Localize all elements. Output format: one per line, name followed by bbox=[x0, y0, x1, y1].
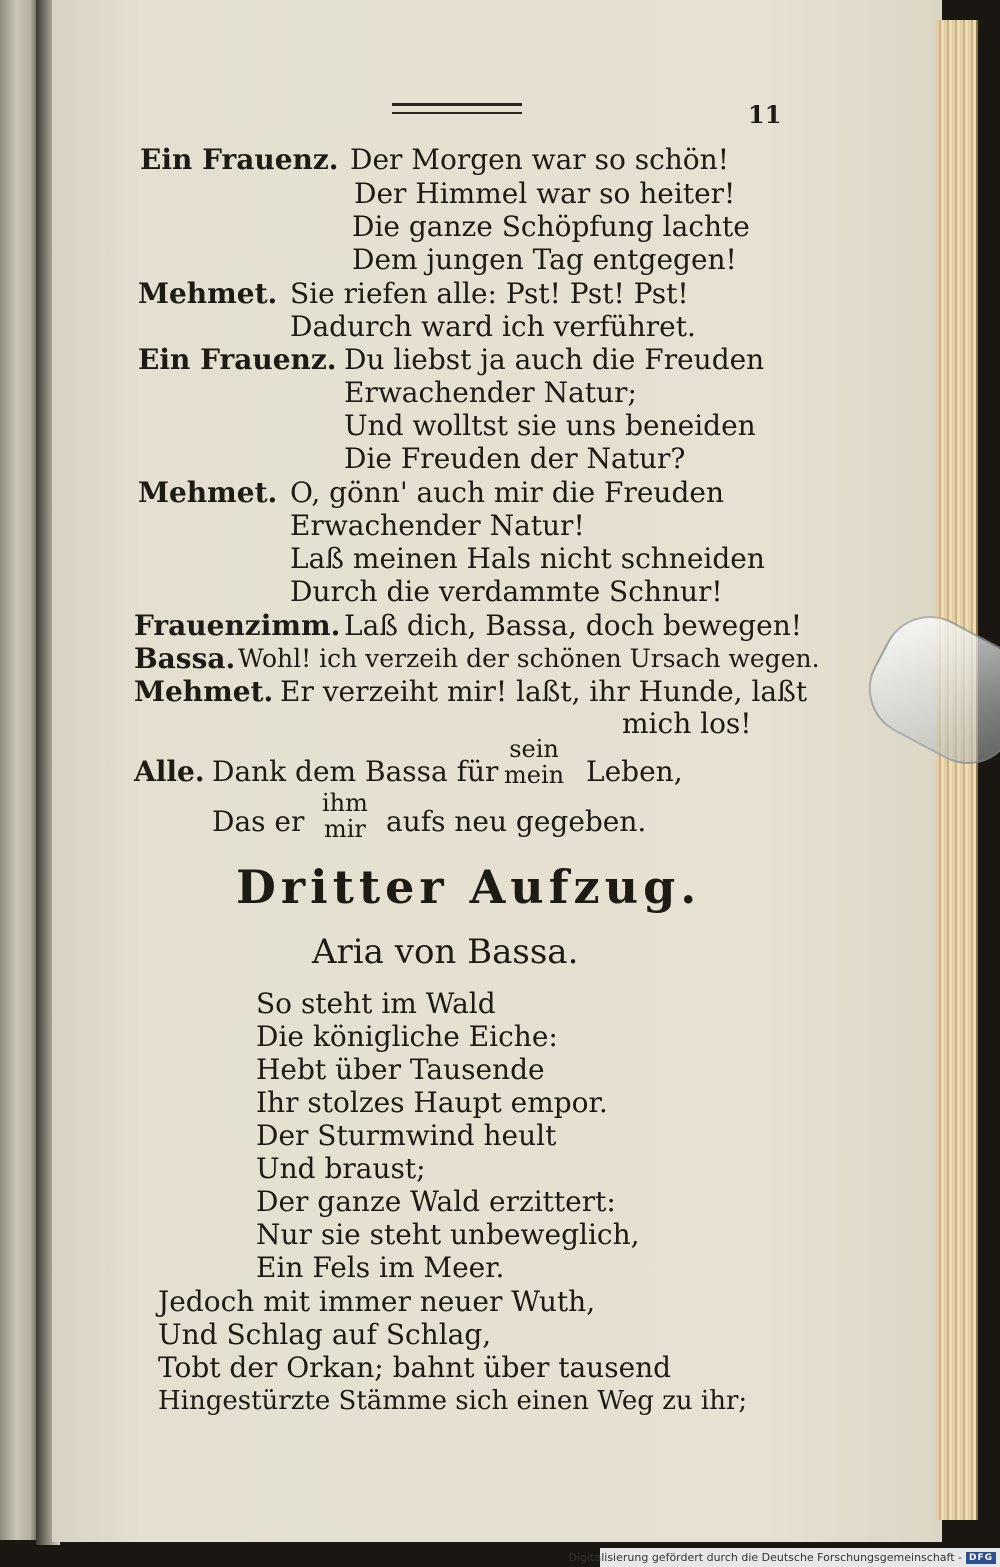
digitization-credit-bar bbox=[568, 1548, 1000, 1567]
verse-line: Und braust; bbox=[256, 1152, 426, 1185]
dialogue-text: Sie riefen alle: Pst! Pst! Pst! bbox=[290, 277, 689, 310]
dialogue-text: Durch die verdammte Schnur! bbox=[290, 575, 723, 608]
verse-line: Ihr stolzes Haupt empor. bbox=[256, 1086, 608, 1119]
speaker-name: Frauenzimm. bbox=[134, 609, 341, 642]
speaker-name: Ein Frauenz. bbox=[138, 343, 337, 376]
dialogue-text: Laß meinen Hals nicht schneiden bbox=[290, 542, 765, 575]
header-rule bbox=[392, 103, 522, 114]
verse-line: Hingestürzte Stämme sich einen Weg zu ihr; bbox=[158, 1386, 748, 1416]
stacked-word-bottom: mir bbox=[323, 815, 366, 843]
dialogue-text: Der Himmel war so heiter! bbox=[354, 177, 736, 210]
dialogue-text: Erwachender Natur! bbox=[290, 509, 585, 542]
stacked-word-top: ihm bbox=[322, 789, 368, 817]
verse-line: Und Schlag auf Schlag, bbox=[158, 1318, 492, 1351]
speaker-name: Bassa. bbox=[134, 642, 236, 675]
dialogue-line bbox=[140, 144, 339, 176]
dialogue-line bbox=[138, 477, 277, 509]
dialogue-line bbox=[134, 643, 235, 675]
left-page-edge bbox=[0, 0, 40, 1540]
stacked-word-top: sein bbox=[509, 735, 559, 763]
stacked-word-pair bbox=[504, 736, 564, 788]
dialogue-line bbox=[138, 278, 277, 310]
dialogue-text: Die ganze Schöpfung lachte bbox=[352, 210, 750, 243]
speaker-name: Mehmet. bbox=[138, 476, 278, 509]
dialogue-text: Die Freuden der Natur? bbox=[344, 442, 686, 475]
verse-line: Ein Fels im Meer. bbox=[256, 1251, 505, 1284]
speaker-name: Ein Frauenz. bbox=[140, 143, 339, 176]
stacked-word-pair bbox=[322, 790, 368, 842]
verse-line: Tobt der Orkan; bahnt über tausend bbox=[158, 1351, 672, 1384]
speaker-name: Mehmet. bbox=[138, 277, 278, 310]
verse-line: Die königliche Eiche: bbox=[256, 1020, 558, 1053]
dialogue-text: Du liebst ja auch die Freuden bbox=[344, 343, 765, 376]
dialogue-text: Dem jungen Tag entgegen! bbox=[352, 243, 737, 276]
dialogue-text: Laß dich, Bassa, doch bewegen! bbox=[344, 609, 802, 642]
verse-line: Jedoch mit immer neuer Wuth, bbox=[158, 1285, 596, 1318]
stacked-word-bottom: mein bbox=[504, 761, 565, 789]
dialogue-text: Der Morgen war so schön! bbox=[350, 143, 729, 176]
dialogue-line bbox=[134, 610, 340, 642]
page-stack-edge bbox=[936, 20, 978, 1520]
dialogue-text: O, gönn' auch mir die Freuden bbox=[290, 476, 724, 509]
chorus-line bbox=[134, 756, 205, 788]
verse-line: Der Sturmwind heult bbox=[256, 1119, 557, 1152]
chorus-text: aufs neu gegeben. bbox=[386, 805, 647, 838]
dialogue-text: Und wolltst sie uns beneiden bbox=[344, 409, 756, 442]
speaker-name: Mehmet. bbox=[134, 675, 274, 708]
verse-line: Hebt über Tausende bbox=[256, 1053, 545, 1086]
act-heading: Dritter Aufzug. bbox=[236, 860, 702, 914]
dialogue-text: Wohl! ich verzeih der schönen Ursach wegen. bbox=[238, 644, 820, 673]
page-number: 11 bbox=[748, 100, 782, 129]
verse-line: Der ganze Wald erzittert: bbox=[256, 1185, 616, 1218]
verse-line: Nur sie steht unbeweglich, bbox=[256, 1218, 640, 1251]
dfg-logo: DFG bbox=[966, 1552, 996, 1564]
dialogue-text: Erwachender Natur; bbox=[344, 376, 637, 409]
chorus-text: Dank dem Bassa für bbox=[212, 755, 499, 788]
dialogue-text: mich los! bbox=[622, 707, 752, 740]
digitization-credit: Digitalisierung gefördert durch die Deutsche Forschungsgemeinschaft - bbox=[568, 1551, 962, 1564]
dialogue-text: Er verzeiht mir! laßt, ihr Hunde, laßt bbox=[280, 675, 808, 708]
speaker-name: Alle. bbox=[134, 755, 205, 788]
aria-heading: Aria von Bassa. bbox=[312, 932, 579, 972]
chorus-text: Leben, bbox=[586, 755, 683, 788]
verse-line: So steht im Wald bbox=[256, 987, 496, 1020]
dialogue-line bbox=[134, 676, 273, 708]
dialogue-text: Dadurch ward ich verführet. bbox=[290, 310, 696, 343]
dialogue-line bbox=[138, 344, 337, 376]
chorus-text: Das er bbox=[212, 805, 305, 838]
